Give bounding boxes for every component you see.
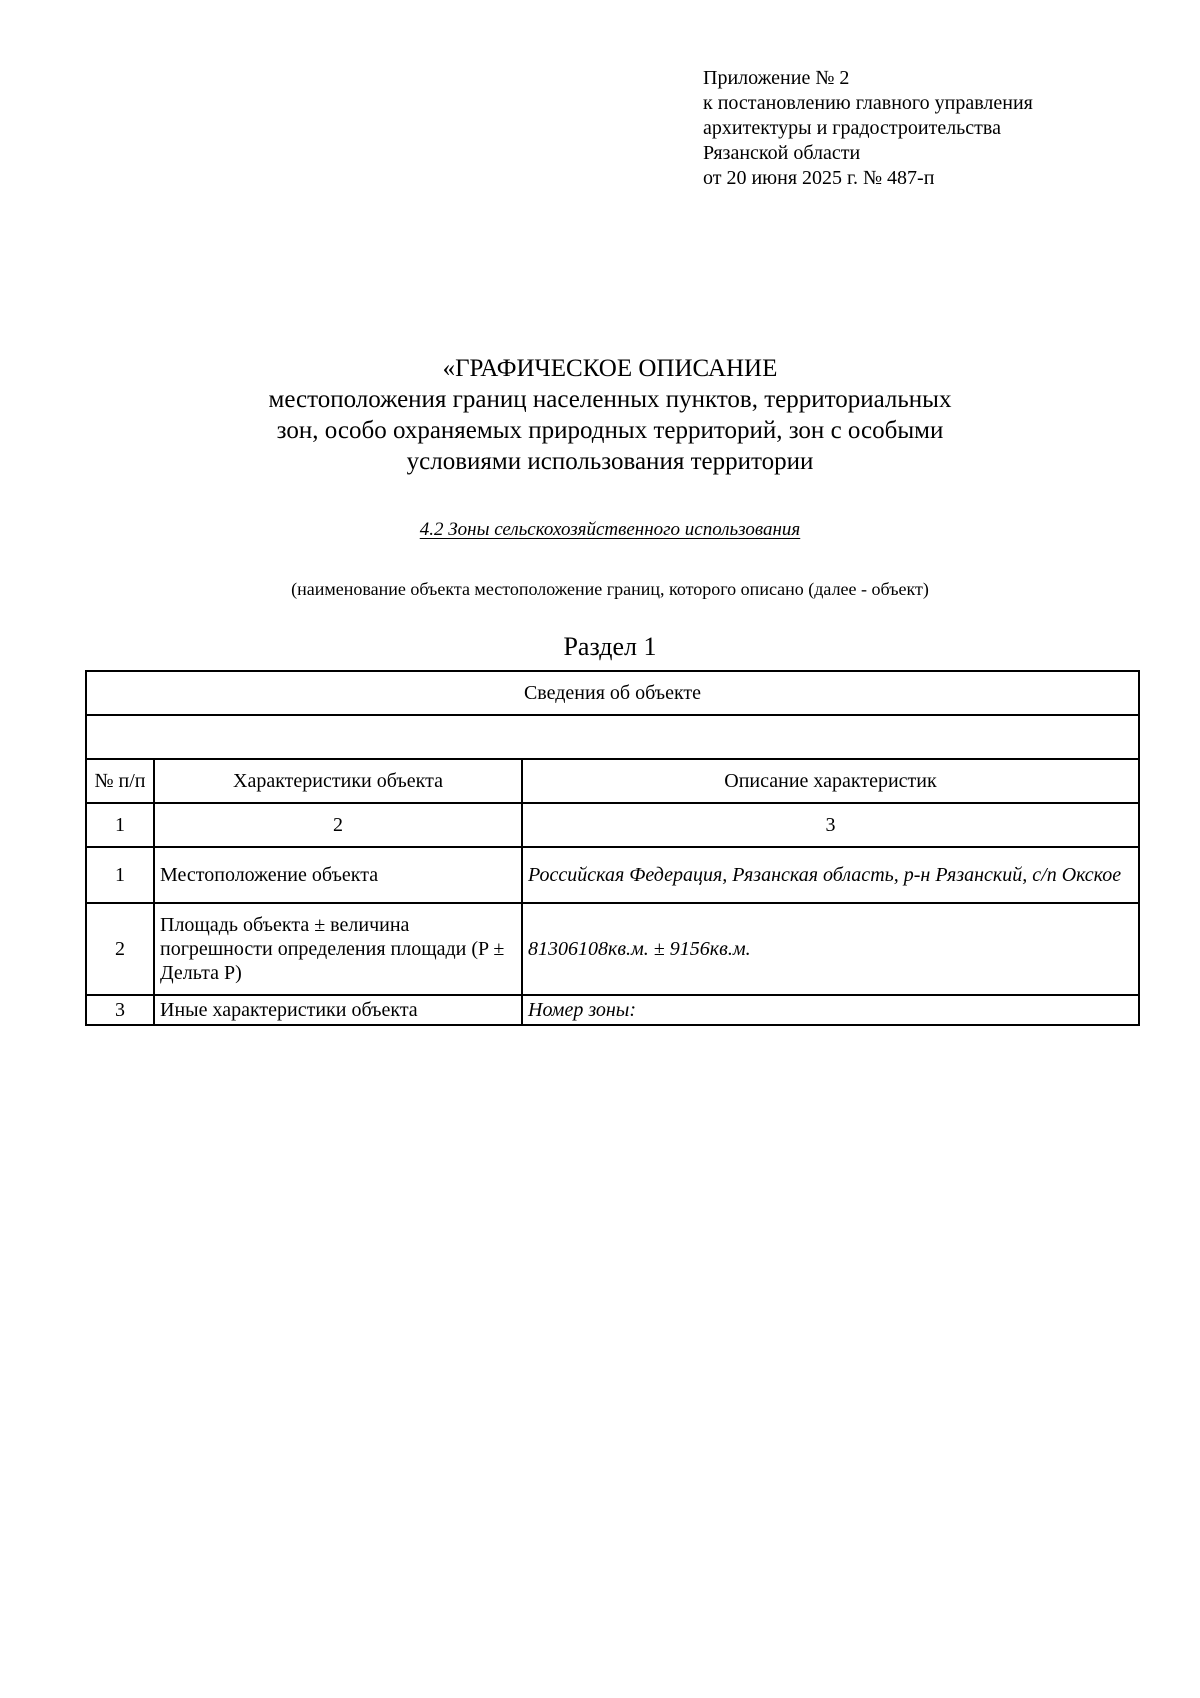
document-title — [130, 353, 1090, 477]
appendix-line: от 20 июня 2025 г. № 487-п — [703, 167, 935, 189]
column-index: 3 — [522, 803, 1139, 847]
appendix-line: к постановлению главного управления — [703, 92, 1033, 114]
title-line: зон, особо охраняемых природных территорий, зон с особыми — [276, 417, 944, 444]
row-description: Российская Федерация, Рязанская область, р-н Рязанский, с/п Окское — [522, 847, 1139, 903]
appendix-reference — [703, 66, 1123, 191]
appendix-line: Рязанской области — [703, 142, 861, 164]
row-description: 81306108кв.м. ± 9156кв.м. — [522, 903, 1139, 995]
row-characteristic: Иные характеристики объекта — [154, 995, 522, 1025]
row-characteristic: Местоположение объекта — [154, 847, 522, 903]
column-header-num: № п/п — [86, 759, 154, 803]
title-line: местоположения границ населенных пунктов, территориальных — [268, 386, 952, 413]
column-header-characteristic: Характеристики объекта — [154, 759, 522, 803]
table-row — [86, 903, 1139, 995]
object-name-text: 4.2 Зоны сельскохозяйственного использования — [419, 519, 801, 540]
object-name — [130, 518, 1090, 542]
column-index: 1 — [86, 803, 154, 847]
section-heading: Раздел 1 — [563, 632, 657, 661]
column-header-description: Описание характеристик — [522, 759, 1139, 803]
appendix-line: Приложение № 2 — [703, 67, 850, 89]
table-row — [86, 995, 1139, 1025]
table-title-row — [86, 671, 1139, 715]
table-blank-cell — [86, 715, 1139, 759]
object-info-table — [85, 670, 1140, 1026]
row-number: 1 — [86, 847, 154, 903]
title-line: «ГРАФИЧЕСКОЕ ОПИСАНИЕ — [442, 355, 778, 382]
column-index: 2 — [154, 803, 522, 847]
table-blank-row — [86, 715, 1139, 759]
table-header-row — [86, 759, 1139, 803]
object-caption: (наименование объекта местоположение границ, которого описано (далее - объект) — [291, 579, 929, 599]
row-number: 3 — [86, 995, 154, 1025]
row-number: 2 — [86, 903, 154, 995]
table-title: Сведения об объекте — [86, 671, 1139, 715]
table-index-row — [86, 803, 1139, 847]
row-description: Номер зоны: — [522, 995, 1139, 1025]
table-row — [86, 847, 1139, 903]
title-line: условиями использования территории — [406, 448, 814, 475]
row-characteristic: Площадь объекта ± величина погрешности определения площади (P ± Дельта P) — [154, 903, 522, 995]
appendix-line: архитектуры и градостроительства — [703, 117, 1001, 139]
